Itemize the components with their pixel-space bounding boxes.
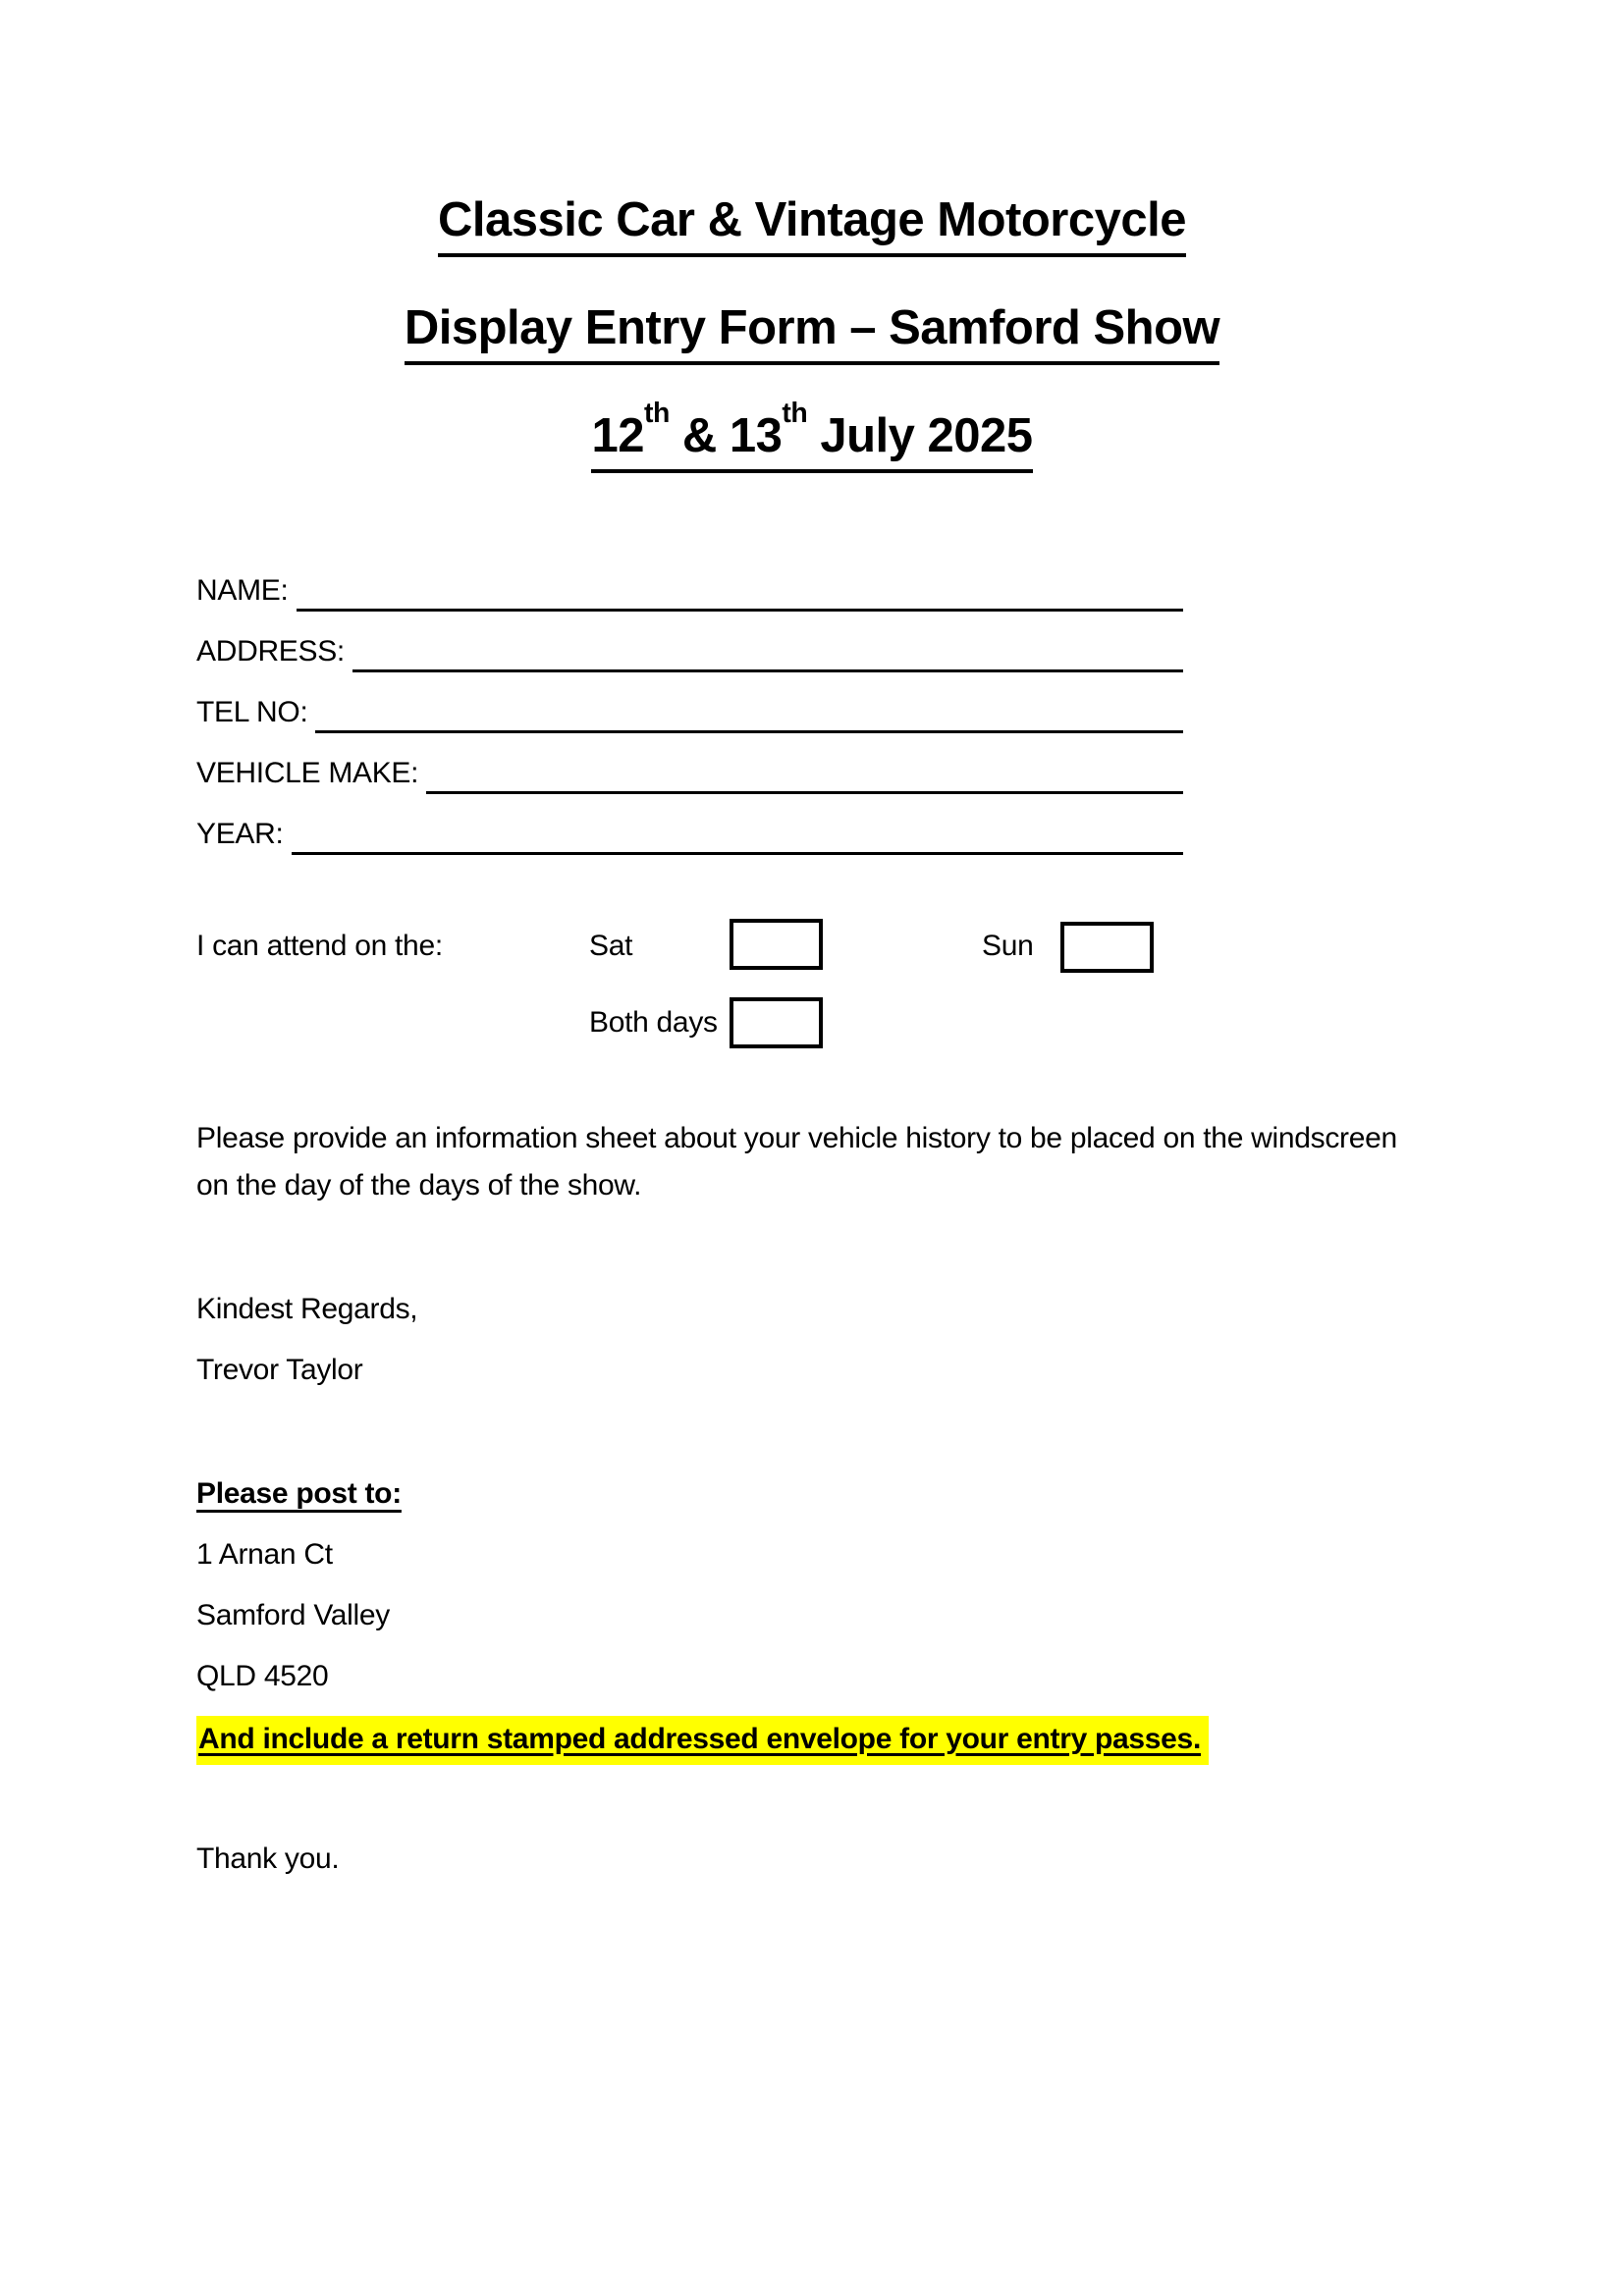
- year-label: YEAR:: [196, 818, 284, 850]
- name-field-row: [196, 571, 1183, 632]
- year-input-line[interactable]: [292, 815, 1183, 855]
- highlight-note: And include a return stamped addressed envelope for your entry passes.: [196, 1716, 1209, 1765]
- closing-text: Thank you.: [196, 1842, 340, 1875]
- regards-text: Kindest Regards,: [196, 1293, 418, 1325]
- vehicle-make-input-line[interactable]: [426, 754, 1183, 794]
- info-paragraph: Please provide an information sheet about your vehicle history to be placed on the windscreen on the day of the days of the show.: [196, 1122, 1397, 1201]
- name-label: NAME:: [196, 574, 289, 607]
- address-line-1: 1 Arnan Ct: [196, 1538, 333, 1571]
- year-field-row: [196, 815, 1183, 876]
- sat-checkbox[interactable]: [730, 919, 823, 970]
- address-line-3: QLD 4520: [196, 1660, 329, 1692]
- tel-no-field-row: [196, 693, 1183, 754]
- sun-label: Sun: [982, 930, 1034, 962]
- highlight-note-row: [196, 1716, 1428, 1765]
- name-input-line[interactable]: [297, 571, 1183, 612]
- title-line-3: 12th & 13th July 2025: [591, 408, 1032, 473]
- vehicle-make-label: VEHICLE MAKE:: [196, 757, 419, 789]
- address-line-2: Samford Valley: [196, 1599, 390, 1631]
- attendance-prompt: I can attend on the:: [196, 930, 443, 962]
- sat-label: Sat: [589, 930, 633, 962]
- both-days-checkbox[interactable]: [730, 997, 823, 1048]
- address-label: ADDRESS:: [196, 635, 345, 667]
- sender-name: Trevor Taylor: [196, 1354, 363, 1386]
- address-input-line[interactable]: [352, 632, 1183, 672]
- document-title: [196, 192, 1428, 473]
- form-fields: [196, 571, 1428, 876]
- ordinal-suffix: th: [643, 397, 670, 429]
- ordinal-suffix: th: [782, 397, 808, 429]
- both-days-label: Both days: [589, 1006, 718, 1039]
- title-line-1: Classic Car & Vintage Motorcycle: [438, 192, 1186, 257]
- tel-no-input-line[interactable]: [315, 693, 1183, 733]
- tel-no-label: TEL NO:: [196, 696, 308, 728]
- title-line-2: Display Entry Form – Samford Show: [405, 300, 1219, 365]
- attendance-section: [196, 927, 1428, 1066]
- post-to-heading: Please post to:: [196, 1477, 402, 1510]
- vehicle-make-field-row: [196, 754, 1183, 815]
- sun-checkbox[interactable]: [1060, 922, 1154, 973]
- address-field-row: [196, 632, 1183, 693]
